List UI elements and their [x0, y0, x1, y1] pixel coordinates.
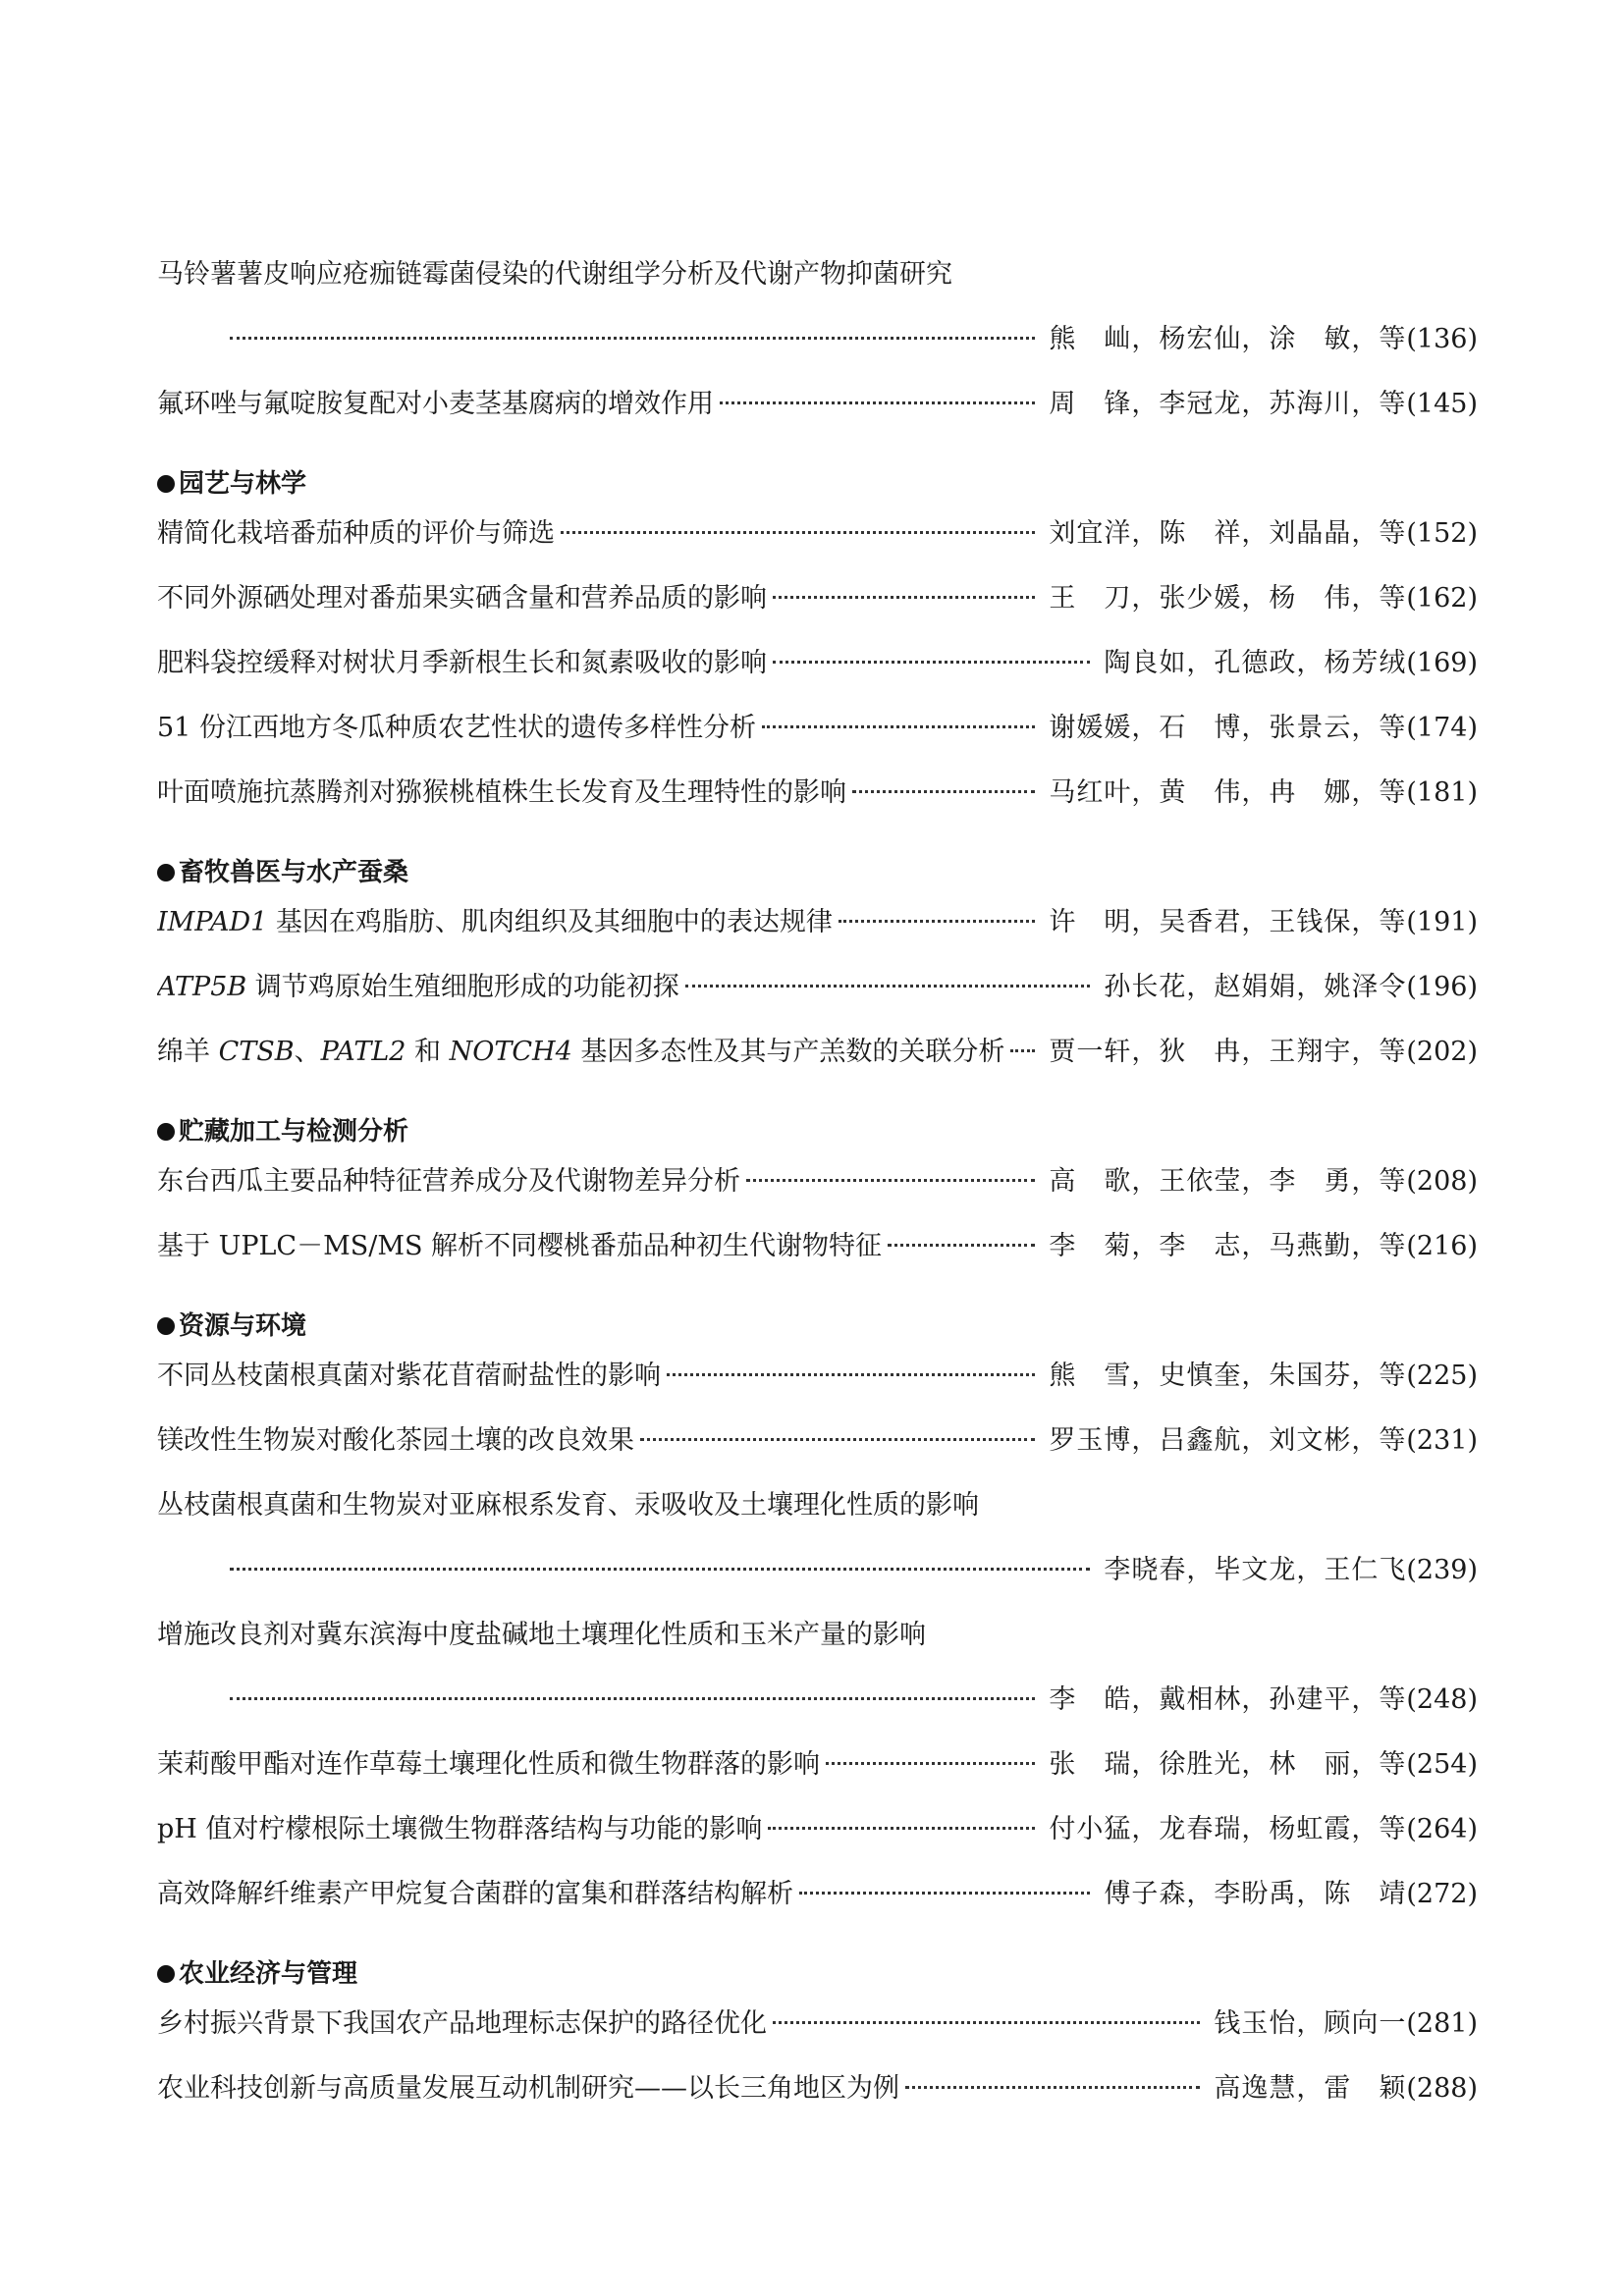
entry-authors: 付小猛，龙春瑞，杨虹霞，等 — [1049, 1814, 1407, 1844]
gene-name: NOTCH4 — [449, 1037, 572, 1067]
dot-leader — [720, 401, 1035, 404]
entry-page-number[interactable]: (136) — [1406, 324, 1478, 354]
dot-leader — [561, 531, 1035, 534]
entry-title — [157, 905, 833, 940]
toc-entry[interactable] — [157, 711, 1478, 775]
table-of-contents — [157, 257, 1478, 2136]
dot-leader — [685, 985, 1091, 988]
entry-page-number[interactable]: (231) — [1406, 1425, 1478, 1456]
toc-entry[interactable] — [157, 1164, 1478, 1229]
toc-entry[interactable] — [157, 1229, 1478, 1294]
dot-leader — [773, 661, 1090, 664]
entry-authors: 李 皓，戴相林，孙建平，等 — [1049, 1684, 1407, 1715]
entry-authors: 李晓春，毕文龙，王仁飞 — [1104, 1555, 1407, 1585]
entry-authors: 张 瑞，徐胜光，林 丽，等 — [1049, 1749, 1407, 1780]
toc-entry[interactable] — [157, 516, 1478, 581]
entry-page-number[interactable]: (254) — [1406, 1749, 1478, 1780]
dot-leader — [852, 790, 1035, 793]
gene-name: PATL2 — [320, 1037, 406, 1067]
section-heading — [157, 840, 1478, 905]
bullet-icon — [157, 864, 175, 881]
title-part: 基因在鸡脂肪、肌肉组织及其细胞中的表达规律 — [267, 907, 833, 937]
toc-entry[interactable] — [157, 2071, 1478, 2136]
dot-leader — [839, 920, 1035, 923]
entry-title: 氟环唑与氟啶胺复配对小麦茎基腐病的增效作用 — [157, 389, 714, 419]
title-part: 绵羊 — [157, 1037, 219, 1067]
entry-title: 不同外源硒处理对番茄果实硒含量和营养品质的影响 — [157, 583, 767, 614]
entry-title: 茉莉酸甲酯对连作草莓土壤理化性质和微生物群落的影响 — [157, 1749, 820, 1780]
toc-entry[interactable] — [157, 970, 1478, 1035]
bullet-icon — [157, 1123, 175, 1141]
entry-authors: 李 菊，李 志，马燕勤，等 — [1049, 1231, 1407, 1261]
entry-title: 肥料袋控缓释对树状月季新根生长和氮素吸收的影响 — [157, 648, 767, 678]
entry-title: 基于 UPLC－MS/MS 解析不同樱桃番茄品种初生代谢物特征 — [157, 1231, 883, 1261]
dot-leader — [762, 725, 1035, 728]
entry-title: 精简化栽培番茄种质的评价与筛选 — [157, 518, 555, 549]
toc-entry[interactable] — [157, 1877, 1478, 1942]
dot-leader — [773, 596, 1035, 599]
entry-authors: 钱玉怡，顾向一 — [1214, 2008, 1407, 2039]
entry-page-number[interactable]: (281) — [1406, 2008, 1478, 2039]
dot-leader — [230, 337, 1035, 340]
section-title: 农业经济与管理 — [179, 1959, 358, 1989]
entry-authors: 罗玉博，吕鑫航，刘文彬，等 — [1049, 1425, 1407, 1456]
entry-title: 高效降解纤维素产甲烷复合菌群的富集和群落结构解析 — [157, 1879, 793, 1909]
entry-authors: 王 刀，张少媛，杨 伟，等 — [1049, 583, 1407, 614]
entry-page-number[interactable]: (145) — [1406, 389, 1478, 419]
entry-page-number[interactable]: (181) — [1406, 777, 1478, 808]
gene-name: CTSB — [218, 1037, 295, 1067]
section-heading — [157, 452, 1478, 516]
entry-title: 丛枝菌根真菌和生物炭对亚麻根系发育、汞吸收及土壤理化性质的影响 — [157, 1490, 979, 1521]
entry-authors: 周 锋，李冠龙，苏海川，等 — [1049, 389, 1407, 419]
entry-page-number[interactable]: (169) — [1406, 648, 1478, 678]
entry-authors: 马红叶，黄 伟，冉 娜，等 — [1049, 777, 1407, 808]
section-title: 贮藏加工与检测分析 — [179, 1117, 409, 1147]
toc-entry-continuation[interactable] — [157, 322, 1478, 387]
section-heading — [157, 1294, 1478, 1359]
entry-title: 镁改性生物炭对酸化茶园土壤的改良效果 — [157, 1425, 634, 1456]
entry-authors: 高 歌，王依莹，李 勇，等 — [1049, 1166, 1407, 1197]
entry-authors: 贾一轩，狄 冉，王翔宇，等 — [1049, 1037, 1407, 1067]
section-title: 畜牧兽医与水产蚕桑 — [179, 858, 409, 887]
entry-page-number[interactable]: (162) — [1406, 583, 1478, 614]
gene-name: ATP5B — [157, 972, 247, 1002]
section-title: 资源与环境 — [179, 1311, 307, 1341]
entry-page-number[interactable]: (288) — [1406, 2073, 1478, 2104]
toc-entry-title-line[interactable] — [157, 1488, 1478, 1553]
entry-authors: 高逸慧，雷 颖 — [1214, 2073, 1407, 2104]
entry-authors: 傅子森，李盼禹，陈 靖 — [1104, 1879, 1407, 1909]
toc-entry[interactable] — [157, 1812, 1478, 1877]
entry-page-number[interactable]: (239) — [1406, 1555, 1478, 1585]
entry-page-number[interactable]: (264) — [1406, 1814, 1478, 1844]
entry-page-number[interactable]: (248) — [1406, 1684, 1478, 1715]
bullet-icon — [157, 1965, 175, 1983]
toc-entry-continuation[interactable] — [157, 1682, 1478, 1747]
entry-title: 不同丛枝菌根真菌对紫花苜蓿耐盐性的影响 — [157, 1361, 661, 1391]
title-part: 调节鸡原始生殖细胞形成的功能初探 — [246, 972, 679, 1002]
entry-authors: 熊 雪，史慎奎，朱国芬，等 — [1049, 1361, 1407, 1391]
dot-leader — [773, 2021, 1200, 2024]
entry-title: 农业科技创新与高质量发展互动机制研究——以长三角地区为例 — [157, 2073, 899, 2104]
title-part: 基因多态性及其与产羔数的关联分析 — [571, 1037, 1005, 1067]
dot-leader — [230, 1568, 1090, 1571]
section-heading — [157, 1942, 1478, 2006]
dot-leader — [768, 1827, 1035, 1830]
toc-entry[interactable] — [157, 387, 1478, 452]
dot-leader — [799, 1892, 1090, 1895]
toc-entry-title-line[interactable] — [157, 1618, 1478, 1682]
entry-authors: 熊 屾，杨宏仙，涂 敏，等 — [1049, 324, 1407, 354]
entry-page-number[interactable]: (174) — [1406, 713, 1478, 743]
toc-entry[interactable] — [157, 775, 1478, 840]
toc-entry[interactable] — [157, 581, 1478, 646]
dot-leader — [230, 1697, 1035, 1700]
toc-entry-continuation[interactable] — [157, 1553, 1478, 1618]
dot-leader — [905, 2086, 1200, 2089]
section-title: 园艺与林学 — [179, 469, 307, 499]
entry-authors: 孙长花，赵娟娟，姚泽令 — [1104, 972, 1407, 1002]
toc-entry[interactable] — [157, 1747, 1478, 1812]
entry-page-number[interactable]: (225) — [1406, 1361, 1478, 1391]
entry-title: 东台西瓜主要品种特征营养成分及代谢物差异分析 — [157, 1166, 740, 1197]
dot-leader — [667, 1373, 1035, 1376]
toc-entry[interactable] — [157, 646, 1478, 711]
entry-authors: 刘宜洋，陈 祥，刘晶晶，等 — [1049, 518, 1407, 549]
entry-page-number[interactable]: (216) — [1406, 1231, 1478, 1261]
entry-page-number[interactable]: (191) — [1406, 907, 1478, 937]
entry-title: 51 份江西地方冬瓜种质农艺性状的遗传多样性分析 — [157, 713, 756, 743]
title-part: 和 — [406, 1037, 450, 1067]
entry-title: 叶面喷施抗蒸腾剂对猕猴桃植株生长发育及生理特性的影响 — [157, 777, 846, 808]
entry-authors: 陶良如，孔德政，杨芳绒 — [1104, 648, 1407, 678]
toc-entry-title-line[interactable] — [157, 257, 1478, 322]
toc-entry[interactable] — [157, 1423, 1478, 1488]
entry-title — [157, 970, 679, 1005]
entry-title: 乡村振兴背景下我国农产品地理标志保护的路径优化 — [157, 2008, 767, 2039]
dot-leader — [746, 1179, 1035, 1182]
entry-authors: 谢媛媛，石 博，张景云，等 — [1049, 713, 1407, 743]
toc-entry[interactable] — [157, 1035, 1478, 1099]
section-heading — [157, 1099, 1478, 1164]
entry-page-number[interactable]: (202) — [1406, 1037, 1478, 1067]
gene-name: IMPAD1 — [157, 907, 268, 937]
dot-leader — [1010, 1049, 1035, 1052]
entry-title: 马铃薯薯皮响应疮痂链霉菌侵染的代谢组学分析及代谢产物抑菌研究 — [157, 259, 952, 290]
entry-title: 增施改良剂对冀东滨海中度盐碱地土壤理化性质和玉米产量的影响 — [157, 1620, 926, 1650]
toc-entry[interactable] — [157, 2006, 1478, 2071]
title-part: 、 — [294, 1037, 321, 1067]
entry-title — [157, 1035, 1004, 1070]
entry-page-number[interactable]: (152) — [1406, 518, 1478, 549]
entry-page-number[interactable]: (196) — [1406, 972, 1478, 1002]
entry-authors: 许 明，吴香君，王钱保，等 — [1049, 907, 1407, 937]
dot-leader — [826, 1762, 1035, 1765]
entry-page-number[interactable]: (208) — [1406, 1166, 1478, 1197]
bullet-icon — [157, 1317, 175, 1335]
bullet-icon — [157, 475, 175, 493]
toc-entry[interactable] — [157, 1359, 1478, 1423]
toc-entry[interactable] — [157, 905, 1478, 970]
dot-leader — [640, 1438, 1035, 1441]
entry-page-number[interactable]: (272) — [1406, 1879, 1478, 1909]
entry-title: pH 值对柠檬根际土壤微生物群落结构与功能的影响 — [157, 1814, 763, 1844]
dot-leader — [888, 1244, 1035, 1247]
